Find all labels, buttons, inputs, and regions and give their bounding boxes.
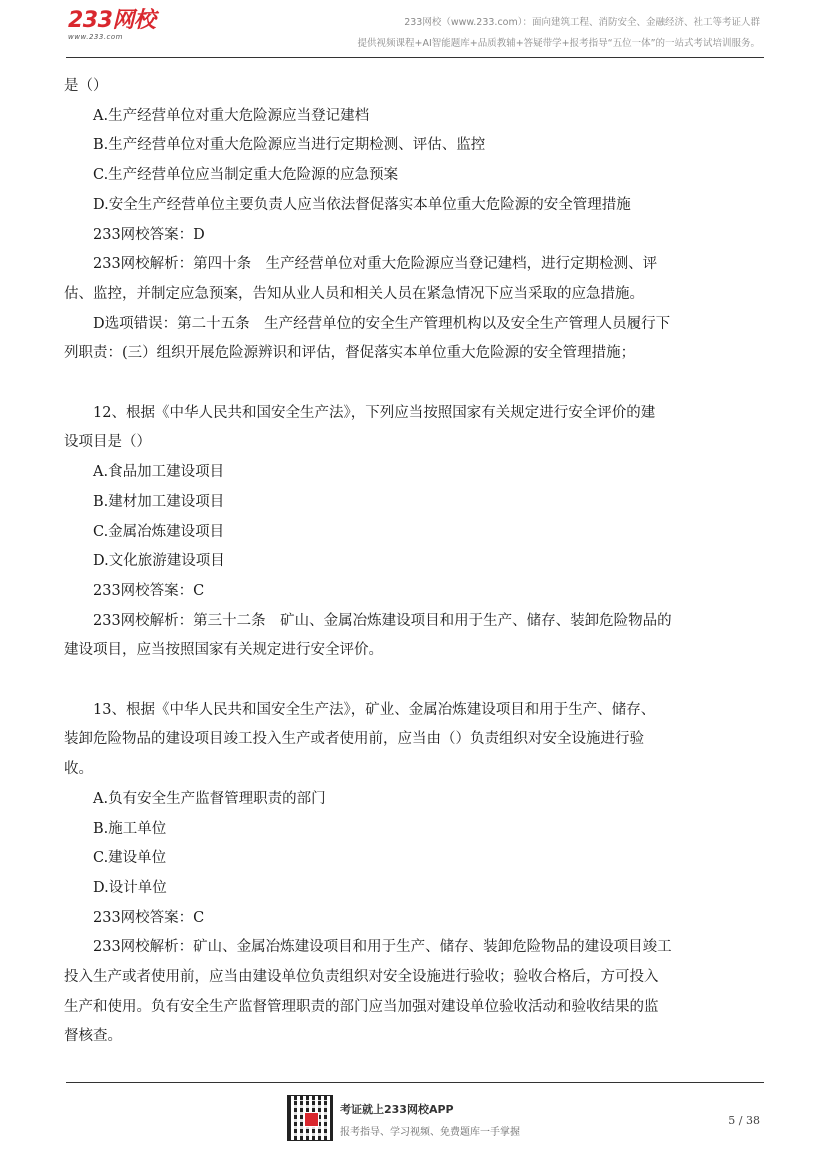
q12-answer: 233网校答案：C [93,582,205,599]
q13-option-a: A.负有安全生产监督管理职责的部门 [93,790,326,807]
page-number: 5 / 38 [728,1114,760,1127]
q12-analysis-line2: 建设项目，应当按照国家有关规定进行安全评价。 [64,642,383,659]
q11-note-line1: D选项错误：第二十五条 生产经营单位的安全生产管理机构以及安全生产管理人员履行下 [93,315,671,332]
document-body [64,72,770,1052]
q11-note-line2: 列职责：(三）组织开展危险源辨识和评估，督促落实本单位重大危险源的安全管理措施； [64,345,636,362]
q12-analysis-line1: 233网校解析：第三十二条 矿山、金属冶炼建设项目和用于生产、储存、装卸危险物品的 [93,612,672,629]
footer-divider [66,1082,764,1083]
q13-option-d: D.设计单位 [93,879,167,896]
q11-analysis-line2: 估、监控，并制定应急预案，告知从业人员和相关人员在紧急情况下应当采取的应急措施。 [64,285,644,302]
q11-analysis-line1: 233网校解析：第四十条 生产经营单位对重大危险源应当登记建档，进行定期检测、评 [93,256,658,273]
q13-analysis-line1: 233网校解析：矿山、金属冶炼建设项目和用于生产、储存、装卸危险物品的建设项目竣工 [93,939,672,956]
spacer [64,666,770,696]
q13-option-b: B.施工单位 [93,820,167,837]
header-info-line2: 提供视频课程+AI智能题库+品质教辅+答疑带学+报考指导“五位一体”的一站式考试培训服务。 [357,38,760,49]
q12-option-c: C.金属冶炼建设项目 [93,523,225,540]
q13-stem-line2: 装卸危险物品的建设项目竣工投入生产或者使用前，应当由（）负责组织对安全设施进行验 [64,731,644,748]
header-info-line1: 233网校（www.233.com）：面向建筑工程、消防安全、金融经济、社工等考证人群 [404,17,760,28]
app-promo-subtitle: 报考指导、学习视频、免费题库一手掌握 [340,1127,520,1138]
q12-stem-line2: 设项目是（） [64,434,151,451]
q11-answer: 233网校答案：D [93,226,205,243]
q13-analysis-line3: 生产和使用。负有安全生产监督管理职责的部门应当加强对建设单位验收活动和验收结果的监 [64,998,659,1015]
app-promo-title: 考证就上233网校APP [340,1103,454,1116]
q12-option-d: D.文化旅游建设项目 [93,553,225,570]
q13-stem-line3: 收。 [64,761,93,778]
q13-stem-line1: 13、根据《中华人民共和国安全生产法》，矿业、金属冶炼建设项目和用于生产、储存、 [93,701,656,718]
header-divider [66,57,764,58]
q13-analysis-line2: 投入生产或者使用前，应当由建设单位负责组织对安全设施进行验收；验收合格后，方可投入 [64,969,659,986]
logo-url: www.233.com [68,33,123,41]
header-info [358,12,761,54]
qr-code-icon[interactable] [287,1095,333,1141]
q11-stem-tail: 是（） [64,78,108,94]
q12-stem-line1: 12、根据《中华人民共和国安全生产法》，下列应当按照国家有关规定进行安全评价的建 [93,404,656,421]
q13-option-c: C.建设单位 [93,850,167,867]
qr-logo-badge [304,1112,319,1127]
q13-answer: 233网校答案：C [93,909,205,926]
q11-option-c: C.生产经营单位应当制定重大危险源的应急预案 [93,167,399,184]
logo-text: 233网校 [68,8,156,33]
q12-option-b: B.建材加工建设项目 [93,493,225,510]
q13-analysis-line4: 督核查。 [64,1028,122,1045]
brand-logo[interactable] [68,10,155,41]
q11-option-b: B.生产经营单位对重大危险源应当进行定期检测、评估、监控 [93,137,486,154]
spacer [64,369,770,399]
page-header [0,0,830,60]
q11-option-d: D.安全生产经营单位主要负责人应当依法督促落实本单位重大危险源的安全管理措施 [93,196,631,213]
q11-option-a: A.生产经营单位对重大危险源应当登记建档 [93,107,370,124]
q12-option-a: A.食品加工建设项目 [93,464,225,481]
